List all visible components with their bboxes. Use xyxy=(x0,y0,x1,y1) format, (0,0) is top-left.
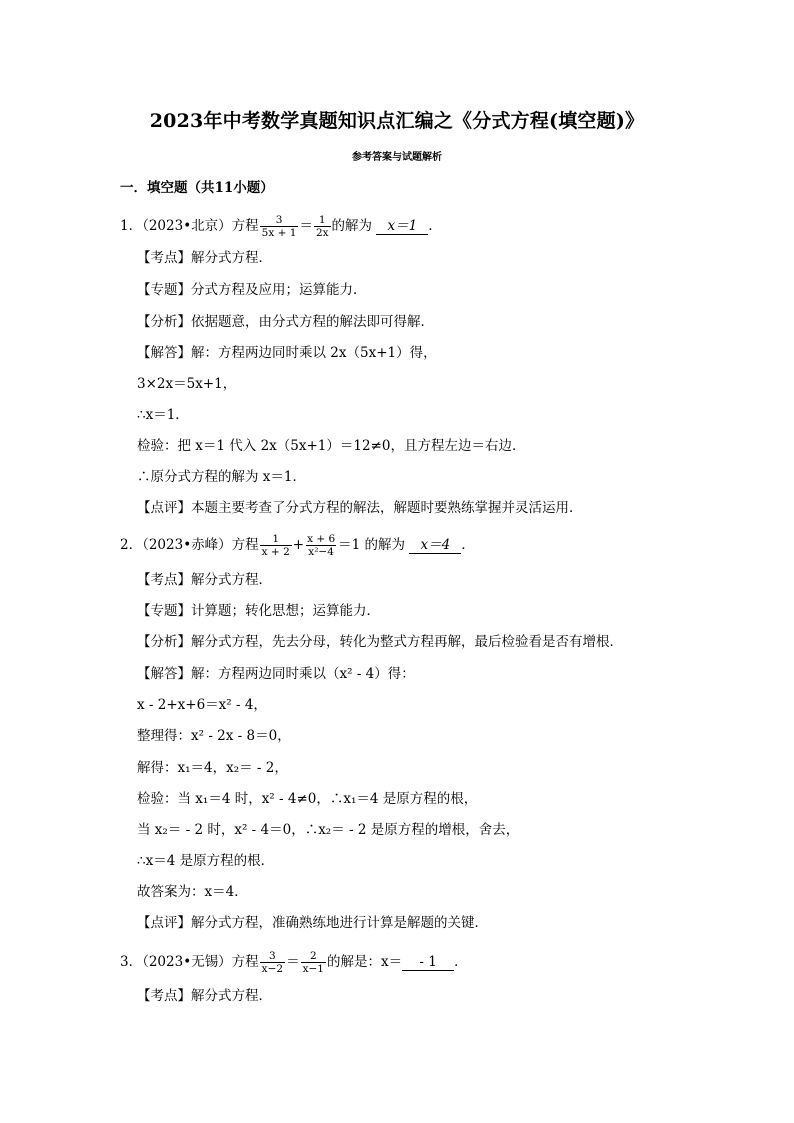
q2-mid: ＝1 的解为 xyxy=(338,537,406,553)
q1-step-3: 检验：把 x＝1 代入 2x（5x+1）＝12≠0，且方程左边＝右边． xyxy=(137,438,526,454)
q2-end: ． xyxy=(461,537,475,553)
q1-eq: ＝ xyxy=(299,218,313,234)
q1-step-2: ∴x＝1． xyxy=(137,407,189,423)
question-3 xyxy=(120,950,468,975)
q1-zhuanti: 【专题】分式方程及应用；运算能力． xyxy=(137,282,367,298)
q3-f2-numerator: 2 xyxy=(309,950,317,962)
q1-step-4: ∴原分式方程的解为 x＝1． xyxy=(137,469,306,485)
q2-f2-numerator: x + 6 xyxy=(307,533,336,545)
q2-step-3: 解得：x₁＝4，x₂＝ - 2， xyxy=(137,760,288,776)
q3-eq: ＝ xyxy=(286,954,300,970)
q1-mid: 的解为 xyxy=(331,218,373,234)
q1-fraction-1 xyxy=(260,214,299,239)
q1-answer: x＝1 xyxy=(376,218,428,235)
q1-end: ． xyxy=(428,218,442,234)
q3-mid: 的解是：x＝ xyxy=(326,954,403,970)
q1-f1-numerator: 3 xyxy=(275,214,283,226)
q2-f1-denominator: x + 2 xyxy=(261,546,290,558)
q2-zhuanti: 【专题】计算题；转化思想；运算能力． xyxy=(137,603,380,619)
q2-kaodian: 【考点】解分式方程． xyxy=(137,572,272,588)
q1-f1-denominator: 5x + 1 xyxy=(261,227,297,239)
q3-kaodian: 【考点】解分式方程． xyxy=(137,988,272,1004)
q3-end: ． xyxy=(454,954,468,970)
q3-fraction-1 xyxy=(260,950,285,975)
q2-step-5: 当 x₂＝ - 2 时，x² - 4＝0，∴x₂＝ - 2 是原方程的增根，舍去， xyxy=(137,822,520,838)
q3-prefix: 3．（2023•无锡）方程 xyxy=(120,954,259,970)
q2-step-6: ∴x＝4 是原方程的根． xyxy=(137,853,275,869)
q1-fenxi: 【分析】依据题意，由分式方程的解法即可得解． xyxy=(137,314,434,330)
q2-plus: + xyxy=(292,537,305,553)
q3-f1-numerator: 3 xyxy=(269,950,276,962)
q1-f2-denominator: 2x xyxy=(315,227,329,239)
q2-dianping: 【点评】解分式方程，准确熟练地进行计算是解题的关键． xyxy=(137,915,488,931)
document-title: 2023年中考数学真题知识点汇编之《分式方程(填空题)》 xyxy=(149,110,645,132)
q3-f2-denominator: x−1 xyxy=(302,963,324,975)
q3-f1-denominator: x−2 xyxy=(261,963,284,975)
document-subtitle: 参考答案与试题解析 xyxy=(352,152,442,163)
q2-f2-denominator: x²−4 xyxy=(308,546,334,558)
q2-f1-numerator: 1 xyxy=(272,533,280,545)
q1-step-1: 3×2x＝5x+1， xyxy=(137,376,237,392)
question-2 xyxy=(120,533,475,558)
q2-jieda: 【解答】解：方程两边同时乘以（x² - 4）得： xyxy=(137,666,415,682)
q1-dianping: 【点评】本题主要考查了分式方程的解法，解题时要熟练掌握并灵活运用． xyxy=(137,500,583,516)
q1-f2-numerator: 1 xyxy=(318,214,326,226)
q3-answer: - 1 xyxy=(402,954,454,971)
q2-fraction-2 xyxy=(305,533,337,558)
q2-step-1: x - 2+x+6＝x² - 4， xyxy=(137,697,267,713)
q2-step-7: 故答案为：x＝4． xyxy=(137,884,248,900)
q3-fraction-2 xyxy=(301,950,326,975)
question-1 xyxy=(120,214,442,239)
q2-fraction-1 xyxy=(260,533,292,558)
q2-step-4: 检验：当 x₁＝4 时，x² - 4≠0，∴x₁＝4 是原方程的根， xyxy=(137,791,478,807)
q1-kaodian: 【考点】解分式方程． xyxy=(137,250,272,266)
q1-jieda: 【解答】解：方程两边同时乘以 2x（5x+1）得， xyxy=(137,345,437,361)
q1-fraction-2 xyxy=(314,214,331,239)
q2-fenxi: 【分析】解分式方程，先去分母，转化为整式方程再解，最后检验看是否有增根． xyxy=(137,634,623,650)
q2-answer: x＝4 xyxy=(409,537,461,554)
q2-step-2: 整理得：x² - 2x - 8＝0， xyxy=(137,728,291,744)
q2-prefix: 2．（2023•赤峰）方程 xyxy=(120,537,259,553)
section-heading: 一．填空题（共11小题） xyxy=(120,180,274,196)
q1-prefix: 1．（2023•北京）方程 xyxy=(120,218,259,234)
